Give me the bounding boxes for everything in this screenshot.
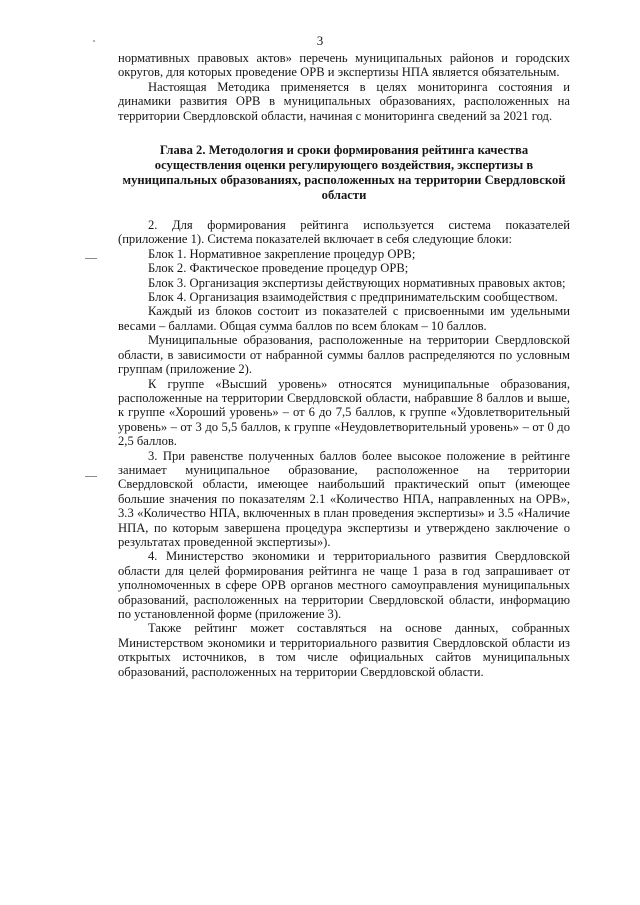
paragraph: Настоящая Методика применяется в целях мониторинга состояния и динамики развития ОРВ в муниципальных образованиях, расположенных на территории Свердловской области, начиная с мониторинга сведений за 2021 год. — [118, 79, 570, 123]
margin-mark — [85, 476, 97, 477]
paragraph: 3. При равенстве полученных баллов более высокое положение в рейтинге занимает муниципальное образование, расположенное на территории Свердловской области, имеющее наибольший практический опыт (имеющее большие значения по показателям 2.1 «Количество НПА, направленных на ОРВ», 3.3 «Количество НПА, включенных в план проведения экспертизы» и 3.5 «Наличие НПА, по которым завершена процедура экспертизы и утверждено заключение о результатах проведенной экспертизы»). — [118, 448, 570, 549]
paragraph: 4. Министерство экономики и территориального развития Свердловской области для целей формирования рейтинга не чаще 1 раза в год запрашивает от уполномоченных в сфере ОРВ органов местного самоуправления муниципальных образований, расположенных на территории Свердловской области, информацию по установленной форме (приложение 3). — [118, 549, 570, 621]
block-item: Блок 4. Организация взаимодействия с предпринимательским сообществом. — [148, 290, 558, 305]
paragraph: Также рейтинг может составляться на основе данных, собранных Министерством экономики и территориального развития Свердловской области из открытых источников, в том числе официальных сайтов муниципальных образований, расположенных на территории Свердловской области. — [118, 621, 570, 679]
paragraph: Каждый из блоков состоит из показателей с присвоенными им удельными весами – баллами. Общая сумма баллов по всем блокам – 10 баллов. — [118, 304, 570, 333]
paragraph: нормативных правовых актов» перечень муниципальных районов и городских округов, для которых проведение ОРВ и экспертизы НПА является обязательным. — [118, 51, 570, 80]
page-number: 3 — [316, 33, 324, 48]
chapter-heading: Глава 2. Методология и сроки формирования рейтинга качества осуществления оценки регулирующего воздействия, экспертизы в муниципальных образованиях, расположенных на территории Свердловской области — [122, 143, 566, 203]
document-body — [118, 51, 570, 679]
paragraph: Муниципальные образования, расположенные на территории Свердловской области, в зависимости от набранной суммы баллов распределяются по условным группам (приложение 2). — [118, 333, 570, 377]
paragraph: К группе «Высший уровень» относятся муниципальные образования, расположенные на территории Свердловской области, набравшие 8 баллов и выше, к группе «Хороший уровень» – от 6 до 7,5 баллов, к группе «Удовлетворительный уровень» – от 3 до 5,5 баллов, к группе «Неудовлетворительный уровень» – от 0 до 2,5 баллов. — [118, 376, 570, 449]
margin-mark — [85, 258, 97, 259]
block-item: Блок 1. Нормативное закрепление процедур ОРВ; — [148, 246, 416, 261]
block-item: Блок 2. Фактическое проведение процедур ОРВ; — [148, 261, 409, 276]
paragraph: 2. Для формирования рейтинга используется система показателей (приложение 1). Система показателей включает в себя следующие блоки: — [118, 218, 570, 247]
block-item: Блок 3. Организация экспертизы действующих нормативных правовых актов; — [148, 275, 566, 290]
